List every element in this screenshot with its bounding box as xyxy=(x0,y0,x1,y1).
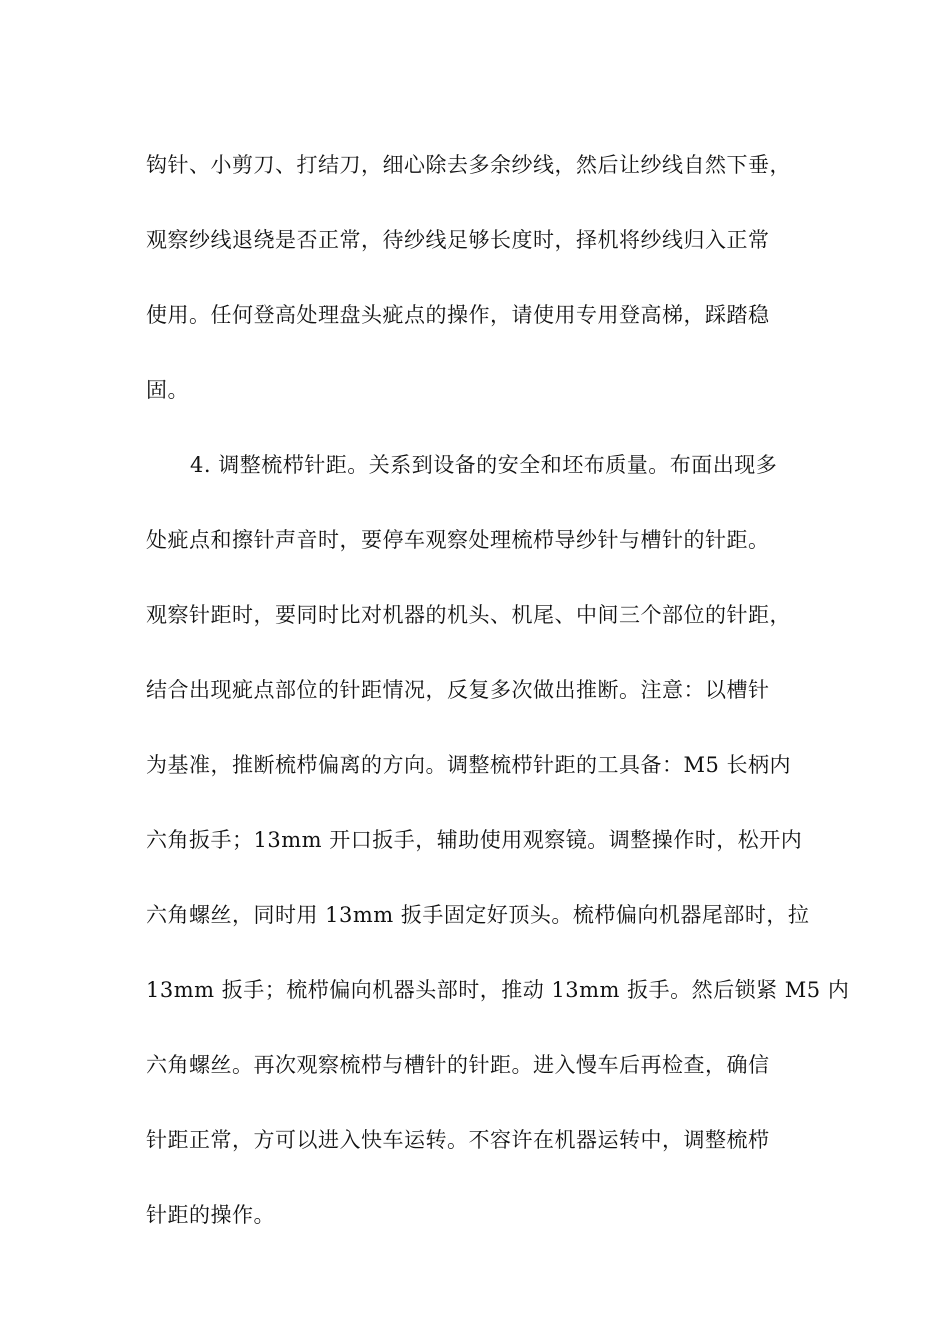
text-line: 13mm 扳手；梳栉偏向机器头部时，推动 13mm 扳手。然后锁紧 M5 内 xyxy=(146,978,850,1002)
text-line: 观察纱线退绕是否正常，待纱线足够长度时，择机将纱线归入正常 xyxy=(146,228,770,252)
text-line: 结合出现疵点部位的针距情况，反复多次做出推断。注意：以槽针 xyxy=(146,678,770,702)
text-line: 为基准，推断梳栉偏离的方向。调整梳栉针距的工具备：M5 长柄内 xyxy=(146,753,792,777)
text-line: 固。 xyxy=(146,378,189,402)
text-line: 处疵点和擦针声音时，要停车观察处理梳栉导纱针与槽针的针距。 xyxy=(146,528,770,552)
text-line: 钩针、小剪刀、打结刀，细心除去多余纱线，然后让纱线自然下垂， xyxy=(146,153,791,177)
text-line: 六角螺丝。再次观察梳栉与槽针的针距。进入慢车后再检查，确信 xyxy=(146,1053,770,1077)
text-line: 针距正常，方可以进入快车运转。不容许在机器运转中，调整梳栉 xyxy=(146,1128,770,1152)
text-line: 六角螺丝，同时用 13mm 扳手固定好顶头。梳栉偏向机器尾部时，拉 xyxy=(146,903,810,927)
text-line: 针距的操作。 xyxy=(146,1203,275,1227)
text-line: 观察针距时，要同时比对机器的机头、机尾、中间三个部位的针距， xyxy=(146,603,791,627)
text-line: 使用。任何登高处理盘头疵点的操作，请使用专用登高梯，踩踏稳 xyxy=(146,303,770,327)
text-line: 六角扳手；13mm 开口扳手，辅助使用观察镜。调整操作时，松开内 xyxy=(146,828,803,852)
section-heading-line: 4. 调整梳栉针距。关系到设备的安全和坯布质量。布面出现多 xyxy=(190,453,778,477)
body-text xyxy=(146,128,850,1253)
